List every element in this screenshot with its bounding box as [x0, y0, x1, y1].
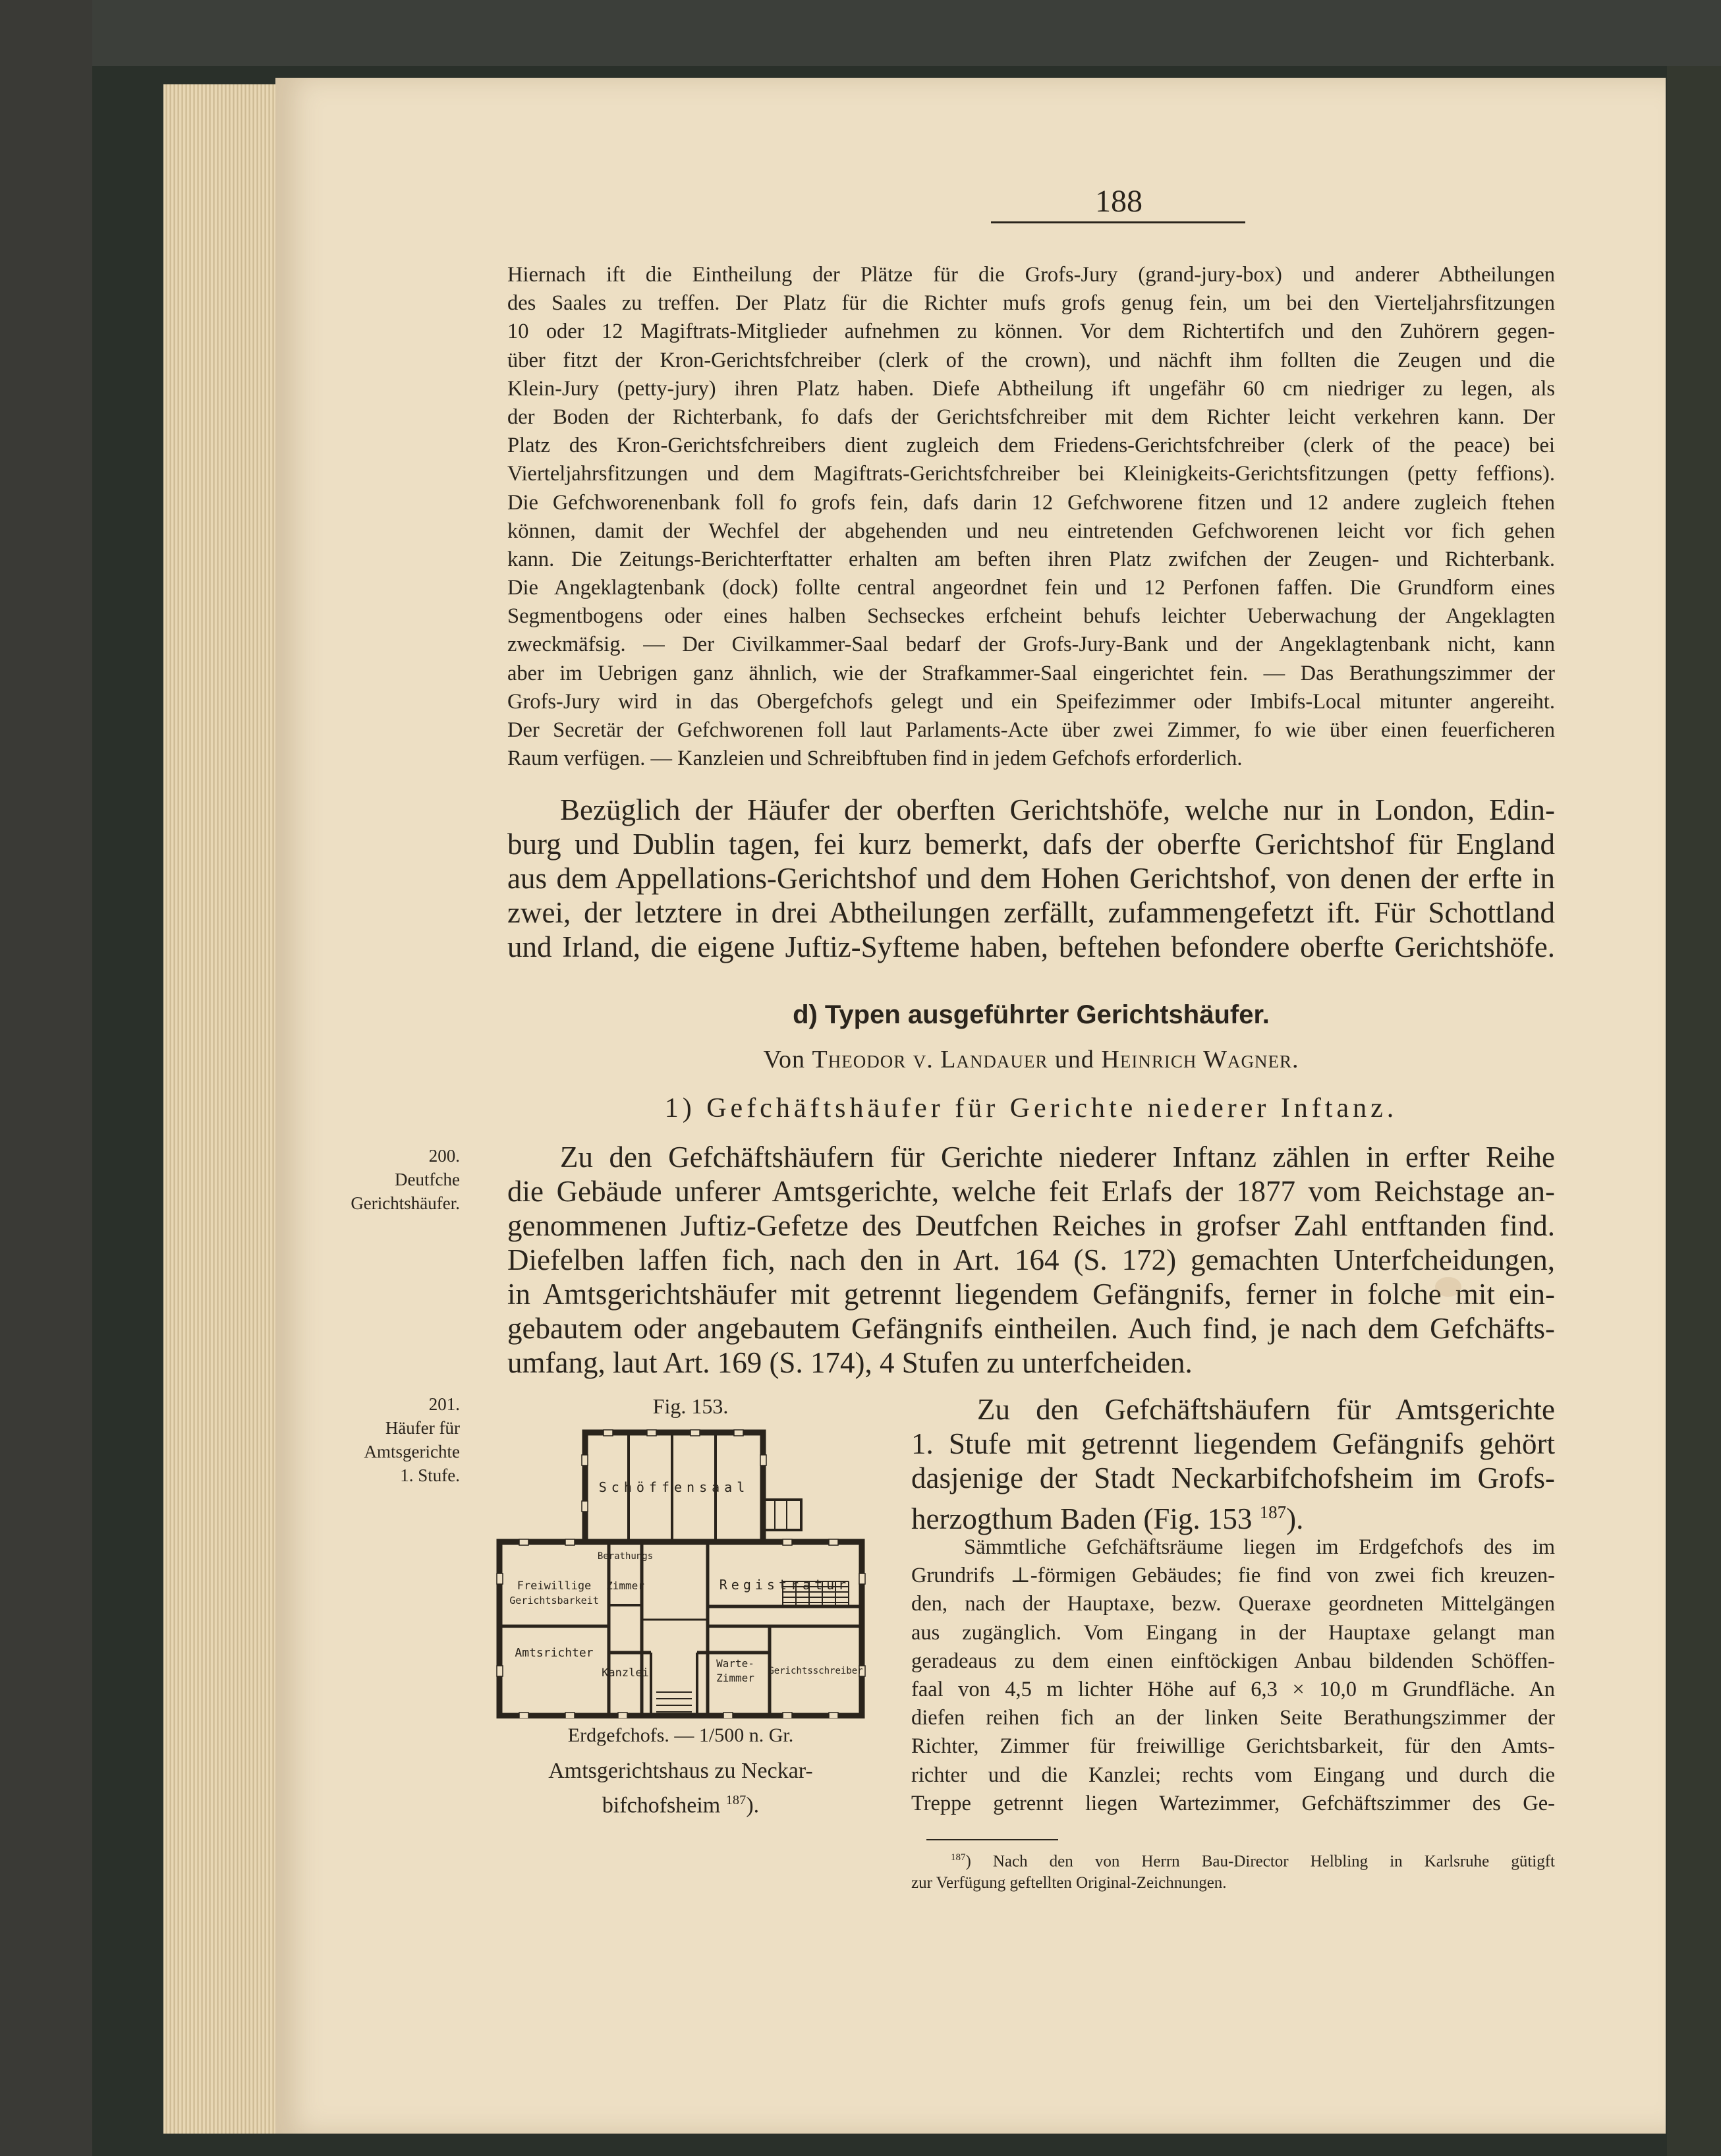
room-label: Warte- [716, 1657, 754, 1670]
text-fragment: ) Nach den von Herrn Bau-Director Helbling in Karlsruhe gütigft [965, 1852, 1555, 1871]
text-line: Die Gefchworenenbank foll fo grofs fein, dafs darin 12 Gefchworene fitzen und 12 andere zugleich ftehen [507, 490, 1555, 515]
text-line: Der Secretär der Gefchworenen foll laut Parlaments-Acte über zwei Zimmer, fo wie über einen feuerficheren [507, 718, 1555, 742]
page-number: 188 [1095, 184, 1143, 219]
paragraph-neckarbischofsheim [911, 1392, 1555, 1535]
room-label: Zimmer [716, 1672, 754, 1684]
paragraph-supreme-courts [507, 793, 1555, 964]
text-line: richter und die Kanzlei; rechts vom Eingang und durch die [911, 1763, 1555, 1787]
text-line: kann. Die Zeitungs-Berichterftatter erhalten am beften ihren Platz zwifchen der Zeugen- und Richterbank. [507, 547, 1555, 571]
margin-note-text: Häufer für [385, 1418, 460, 1438]
margin-note-number: 200. [428, 1146, 460, 1166]
text-line: Grundrifs ⊥-förmigen Gebäudes; fie find von zwei fich kreuzen- [911, 1564, 1555, 1588]
footnote-ref: 187 [1259, 1502, 1287, 1522]
text-line: dasjenige der Stadt Neckarbifchofsheim im Grofs- [911, 1461, 1555, 1494]
text-line: faal von 4,5 m lichter Höhe auf 6,3 × 10,0 m Grundfläche. An [911, 1677, 1555, 1701]
text-line [911, 1495, 1555, 1535]
footnote-line: zur Verfügung geftellten Original-Zeichnungen. [911, 1874, 1227, 1892]
text-line: Sämmtliche Gefchäftsräume liegen im Erdgefchofs des im [964, 1535, 1555, 1559]
text-line: aus dem Appellations-Gerichtshof und dem Hohen Gerichtshof, von denen der erfte in [507, 862, 1555, 895]
room-label: Gerichtsbarkeit [509, 1595, 599, 1606]
text-line: die Gebäude unferer Amtsgerichte, welche feit Erlafs der 1877 vom Reichstage an- [507, 1175, 1555, 1208]
text-line: 1. Stufe mit getrennt liegendem Gefängnifs gehört [911, 1427, 1555, 1460]
authors-prefix: Von [763, 1046, 805, 1073]
margin-note-text: Amtsgerichte [364, 1442, 460, 1461]
footnote-rule [926, 1839, 1058, 1840]
text-line: gebautem oder angebautem Gefängnifs eintheilen. Auch find, je nach dem Gefchäfts- [507, 1312, 1555, 1345]
text-line: Zu den Gefchäftshäufern für Gerichte niederer Inftanz zählen in erfter Reihe [560, 1141, 1555, 1174]
figure-caption-scale: Erdgefchofs. — 1/500 n. Gr. [567, 1724, 794, 1746]
text-line: Raum verfügen. — Kanzleien und Schreibftuben find in jedem Gefchofs erforderlich. [507, 747, 1243, 771]
footnote-number: 187 [951, 1852, 966, 1863]
margin-note-text: 1. Stufe. [400, 1465, 460, 1485]
footnote-line [911, 1847, 1555, 1872]
section-heading: d) Typen ausgeführter Gerichtshäufer. [793, 1000, 1270, 1029]
room-label: Gerichtsschreiber [768, 1666, 863, 1676]
main-wing [499, 1542, 862, 1716]
floorplan-figure [493, 1429, 868, 1718]
room-label: Amtsrichter [515, 1646, 594, 1660]
page-edges [163, 84, 277, 2134]
text-line: Vierteljahrsfitzungen und dem Magiftrats-Gerichtsfchreiber bei Kleinigkeits-Gerichtsfitzungen (petty feffions). [507, 462, 1555, 486]
author-name: Theodor v. Landauer [812, 1046, 1048, 1073]
figure-caption-line: Amtsgerichtshaus zu Neckar- [548, 1759, 813, 1783]
text-line: burg und Dublin tagen, fei kurz bemerkt, dafs der oberfte Gerichtshof für England [507, 828, 1555, 861]
figure-caption-line [493, 1786, 868, 1820]
entrance-steps [656, 1692, 692, 1712]
room-label: Registratur [719, 1577, 851, 1593]
authors-joiner: und [1054, 1046, 1094, 1073]
text-fragment: ). [1286, 1502, 1304, 1535]
section-authors [507, 1045, 1555, 1074]
text-line: der Boden der Richterbank, fo dafs der Gerichtsfchreiber mit dem Richter leicht verkehren kann. Der [507, 405, 1555, 429]
book-cover-right [1667, 66, 1721, 2156]
text-line: des Saales zu treffen. Der Platz für die Richter mufs grofs genug fein, um bei den Vierteljahrsfitzungen [507, 291, 1555, 316]
text-line: diefen reihen fich an der linken Seite Berathungszimmer der [911, 1706, 1555, 1730]
text-line: in Amtsgerichtshäufer mit getrennt liegendem Gefängnifs, ferner in folche mit ein- [507, 1278, 1555, 1311]
text-line: Die Angeklagtenbank (dock) follte central angeordnet fein und 12 Perfonen faffen. Die Grundform eines [507, 576, 1555, 600]
room-label: Kanzlei [602, 1666, 649, 1680]
text-line: genommenen Juftiz-Gefetze des Deutfchen Reiches in grofser Zahl entftanden find. [507, 1209, 1555, 1242]
author-name: Heinrich Wagner. [1101, 1046, 1299, 1073]
text-line: zwei, der letztere in drei Abtheilungen zerfällt, zufammengefetzt ift. Für Schottland [507, 896, 1555, 929]
room-label: Freiwillige [517, 1579, 592, 1593]
subsection-heading: 1) Gefchäftshäufer für Gerichte niederer Inftanz. [664, 1093, 1398, 1123]
text-fragment: herzogthum Baden (Fig. 153 [911, 1502, 1253, 1535]
text-line: Segmentbogens oder eines halben Sechseckes erfcheint behufs leichter Ueberwachung der Angeklagten [507, 604, 1555, 629]
text-line: umfang, laut Art. 169 (S. 174), 4 Stufen zu unterfcheiden. [507, 1346, 1193, 1379]
margin-note-201 [328, 1392, 460, 1487]
text-line: Klein-Jury (petty-jury) ihren Platz haben. Diefe Abtheilung ift ungefähr 60 cm niedriger zu legen, als [507, 376, 1555, 401]
text-line: Zu den Gefchäftshäufern für Amtsgerichte [977, 1393, 1555, 1426]
book-page [275, 78, 1666, 2134]
paragraph-lower-courts [507, 1140, 1555, 1380]
paragraph-small-print [507, 261, 1555, 773]
text-line: 10 oder 12 Magiftrats-Mitglieder aufnehmen zu können. Vor dem Richtertifch und den Zuhörern gegen- [507, 320, 1555, 344]
footnote-ref: 187 [725, 1793, 747, 1807]
text-line: geradeaus zu dem einen einftöckigen Anbau bildenden Schöffen- [911, 1649, 1555, 1673]
text-line: Hiernach ift die Eintheilung der Plätze für die Grofs-Jury (grand-jury-box) und anderer Abtheilungen [507, 263, 1555, 287]
paper-stain [1435, 1277, 1461, 1297]
page-number-rule [991, 221, 1245, 223]
text-line: und Irland, die eigene Juftiz-Syfteme haben, beftehen befondere oberfte Gerichtshöfe. [507, 930, 1555, 963]
text-fragment: bifchofsheim [602, 1793, 721, 1818]
room-label: Schöffensaal [598, 1479, 750, 1495]
text-line: aus zugänglich. Vom Eingang in der Hauptaxe gelangt man [911, 1620, 1555, 1645]
margin-note-200 [328, 1144, 460, 1215]
text-line: aber im Uebrigen ganz ähnlich, wie der Strafkammer-Saal eingerichtet fein. — Das Berathungszimmer der [507, 661, 1555, 685]
text-line: Grofs-Jury wird in das Obergefchofs gelegt und ein Speifezimmer oder Imbifs-Local mitunter angereiht. [507, 689, 1555, 714]
margin-note-text: Deutfche [395, 1170, 460, 1189]
text-line: Richter, Zimmer für freiwillige Gerichtsbarkeit, für den Amts- [911, 1734, 1555, 1759]
figure-caption [493, 1757, 868, 1820]
text-line: über fitzt der Kron-Gerichtsfchreiber (clerk of the crown), und nächft ihm follten die Zeugen und die [507, 348, 1555, 372]
footnote [911, 1847, 1555, 1894]
paragraph-floorplan-description [911, 1533, 1555, 1818]
text-line: Diefelben laffen fich, nach den in Art. 164 (S. 172) gemachten Unterfcheidungen, [507, 1243, 1555, 1276]
figure-label: Fig. 153. [652, 1394, 729, 1418]
text-line: zweckmäfsig. — Der Civilkammer-Saal bedarf der Grofs-Jury-Bank und der Angeklagtenbank nicht, kann [507, 633, 1555, 657]
text-line: den, nach der Hauptaxe, bezw. Queraxe geordneten Mittelgängen [911, 1592, 1555, 1616]
small-room [763, 1500, 801, 1530]
room-label: Zimmer [606, 1579, 644, 1592]
text-line: können, damit der Wechfel der abgehenden und neu eintretenden Gefchworenen leicht vor fich gehen [507, 519, 1555, 543]
room-label: Berathungs [597, 1551, 654, 1562]
text-line: Bezüglich der Häufer der oberften Gerichtshöfe, welche nur in London, Edin- [560, 793, 1555, 826]
margin-note-number: 201. [428, 1394, 460, 1414]
margin-note-text: Gerichtshäufer. [351, 1193, 460, 1213]
text-line: Platz des Kron-Gerichtsfchreibers dient zugleich dem Friedens-Gerichtsfchreiber (clerk of the peace) bei [507, 434, 1555, 458]
text-fragment: ). [746, 1793, 760, 1818]
text-line: Treppe getrennt liegen Wartezimmer, Gefchäftszimmer des Ge- [911, 1791, 1555, 1815]
